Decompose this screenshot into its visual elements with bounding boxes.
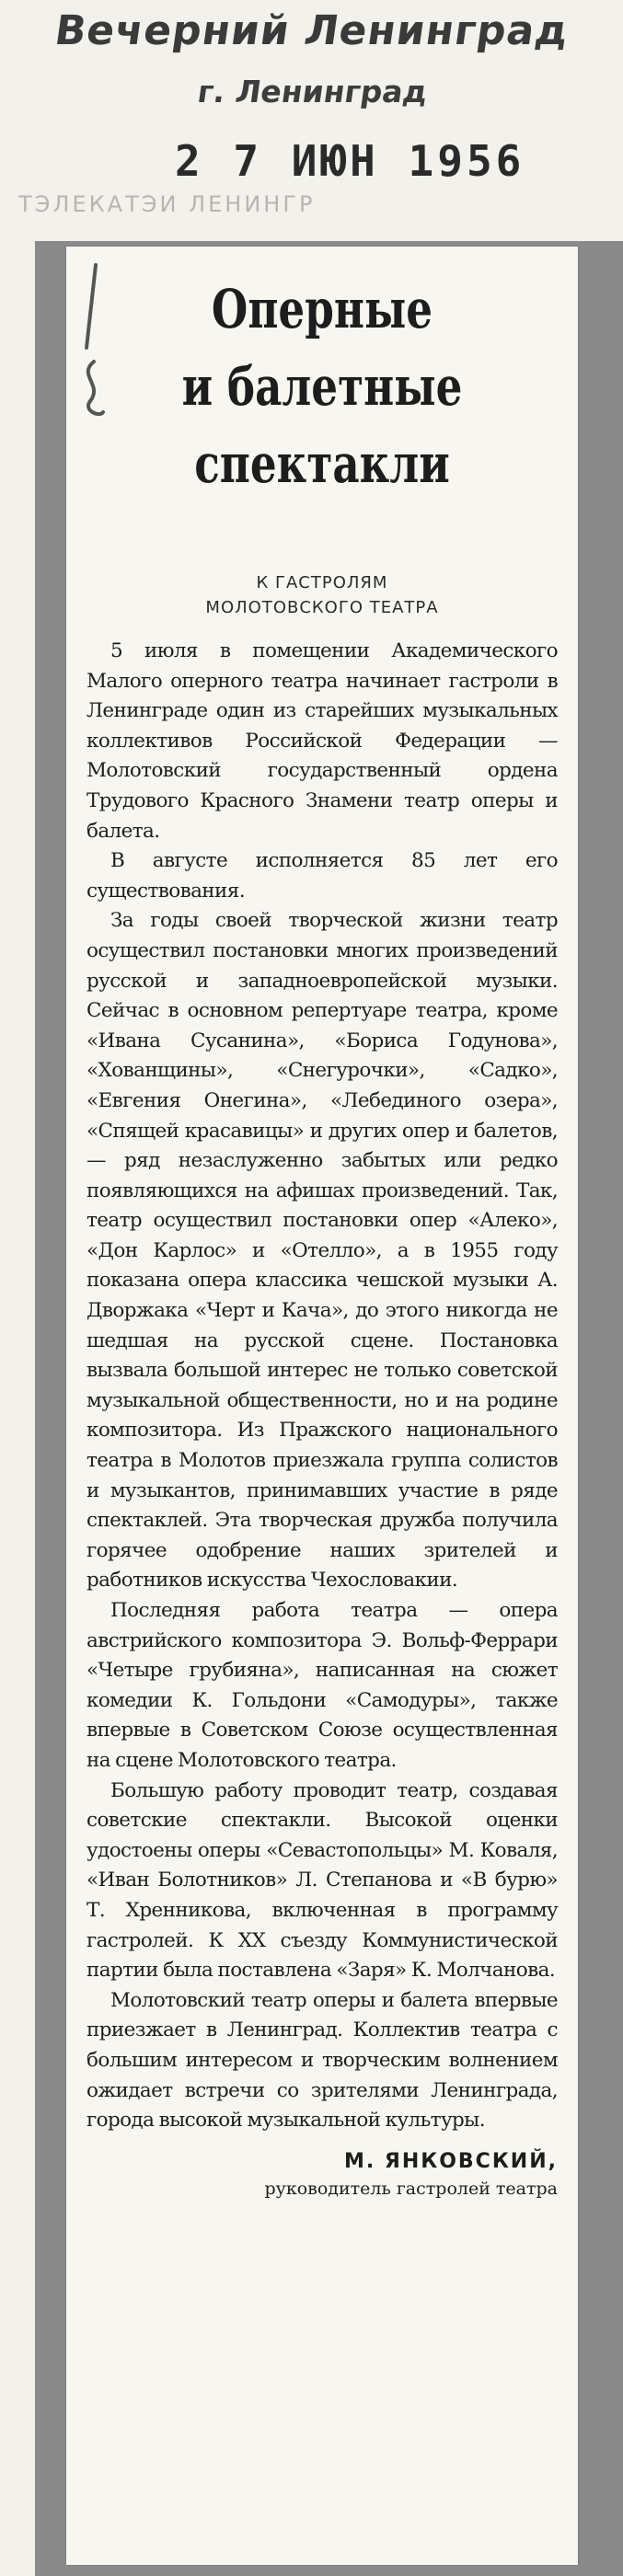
author-name: М. ЯНКОВСКИЙ,: [343, 2149, 558, 2173]
headline-line: и балетные: [181, 355, 463, 418]
subheading-line: МОЛОТОВСКОГО ТЕАТРА: [205, 598, 439, 617]
stamp-date: 2 7 ИЮН 1956: [175, 136, 525, 186]
stamp-newspaper-name: Вечерний Ленинград: [52, 7, 572, 54]
headline-line: Оперные: [211, 278, 433, 340]
subheading: [66, 570, 578, 620]
stamp-city: г. Ленинград: [195, 74, 431, 109]
paragraph: Последняя работа театра — опера австрийского композитора Э. Вольф-Феррари «Четыре грубияна», написанная на сюжет комедии К. Гольдони «Самодуры», также впервые в Советском Союзе осуществленная на сцене Молотовского театра.: [87, 1599, 558, 1772]
stamp-faint-text: ТЭЛЕКАТЭИ ЛЕНИНГР: [18, 191, 316, 217]
paragraph: В августе исполняется 85 лет его существования.: [87, 849, 558, 903]
author-role: руководитель гастролей театра: [264, 2178, 558, 2199]
headline: [122, 270, 522, 502]
paragraph: Молотовский театр оперы и балета впервые приезжает в Ленинград. Коллектив театра с большим интересом и творческим волнением ожидает встречи со зрителями Ленинграда, города высокой музыкальной культуры.: [87, 1988, 558, 2133]
archive-stamp: [0, 0, 623, 241]
paragraph: Большую работу проводит театр, создавая советские спектакли. Высокой оценки удостоены оперы «Севастопольцы» М. Коваля, «Иван Болотников» Л. Степанова и «В бурю» Т. Хренникова, включенная в программу гастролей. К XX съезду Коммунистической партии была поставлена «Заря» К. Молчанова.: [87, 1778, 558, 1983]
article-body: [87, 637, 558, 2136]
paragraph: За годы своей творческой жизни театр осуществил постановки многих произведений русской и западноевропейской музыки. Сейчас в основном репертуаре театра, кроме «Ивана Сусанина», «Бориса Годунова», «Хованщины», «Снегурочки», «Садко», «Евгения Онегина», «Лебединого озера», «Спящей красавицы» и других опер и балетов, — ряд незаслуженно забытых или редко появляющихся на афишах произведений. Так, театр осуществил постановки опер «Алеко», «Дон Карлос» и «Отелло», а в 1955 году показана опера классика чешской музыки А. Дворжака «Черт и Кача», до этого никогда не шедшая на русской сцене. Постановка вызвала большой интерес не только советской музыкальной общественности, но и на родине композитора. Из Пражского национального театра в Молотов приезжала группа солистов и музыкантов, принимавших участие в ряде спектаклей. Эта творческая дружба получила горячее одобрение наших зрителей и работников искусства Чехословакии.: [87, 909, 558, 1593]
subheading-line: К ГАСТРОЛЯМ: [256, 573, 388, 592]
headline-line: спектакли: [194, 432, 450, 495]
signature: [66, 2147, 558, 2201]
pencil-mark-icon: [66, 247, 121, 431]
newspaper-clipping: [66, 247, 578, 2565]
paragraph: 5 июля в помещении Академического Малого оперного театра начинает гастроли в Ленинграде один из старейших музыкальных коллективов Российской Федерации — Молотовский государственный ордена Трудового Красного Знамени театр оперы и балета.: [87, 639, 558, 843]
